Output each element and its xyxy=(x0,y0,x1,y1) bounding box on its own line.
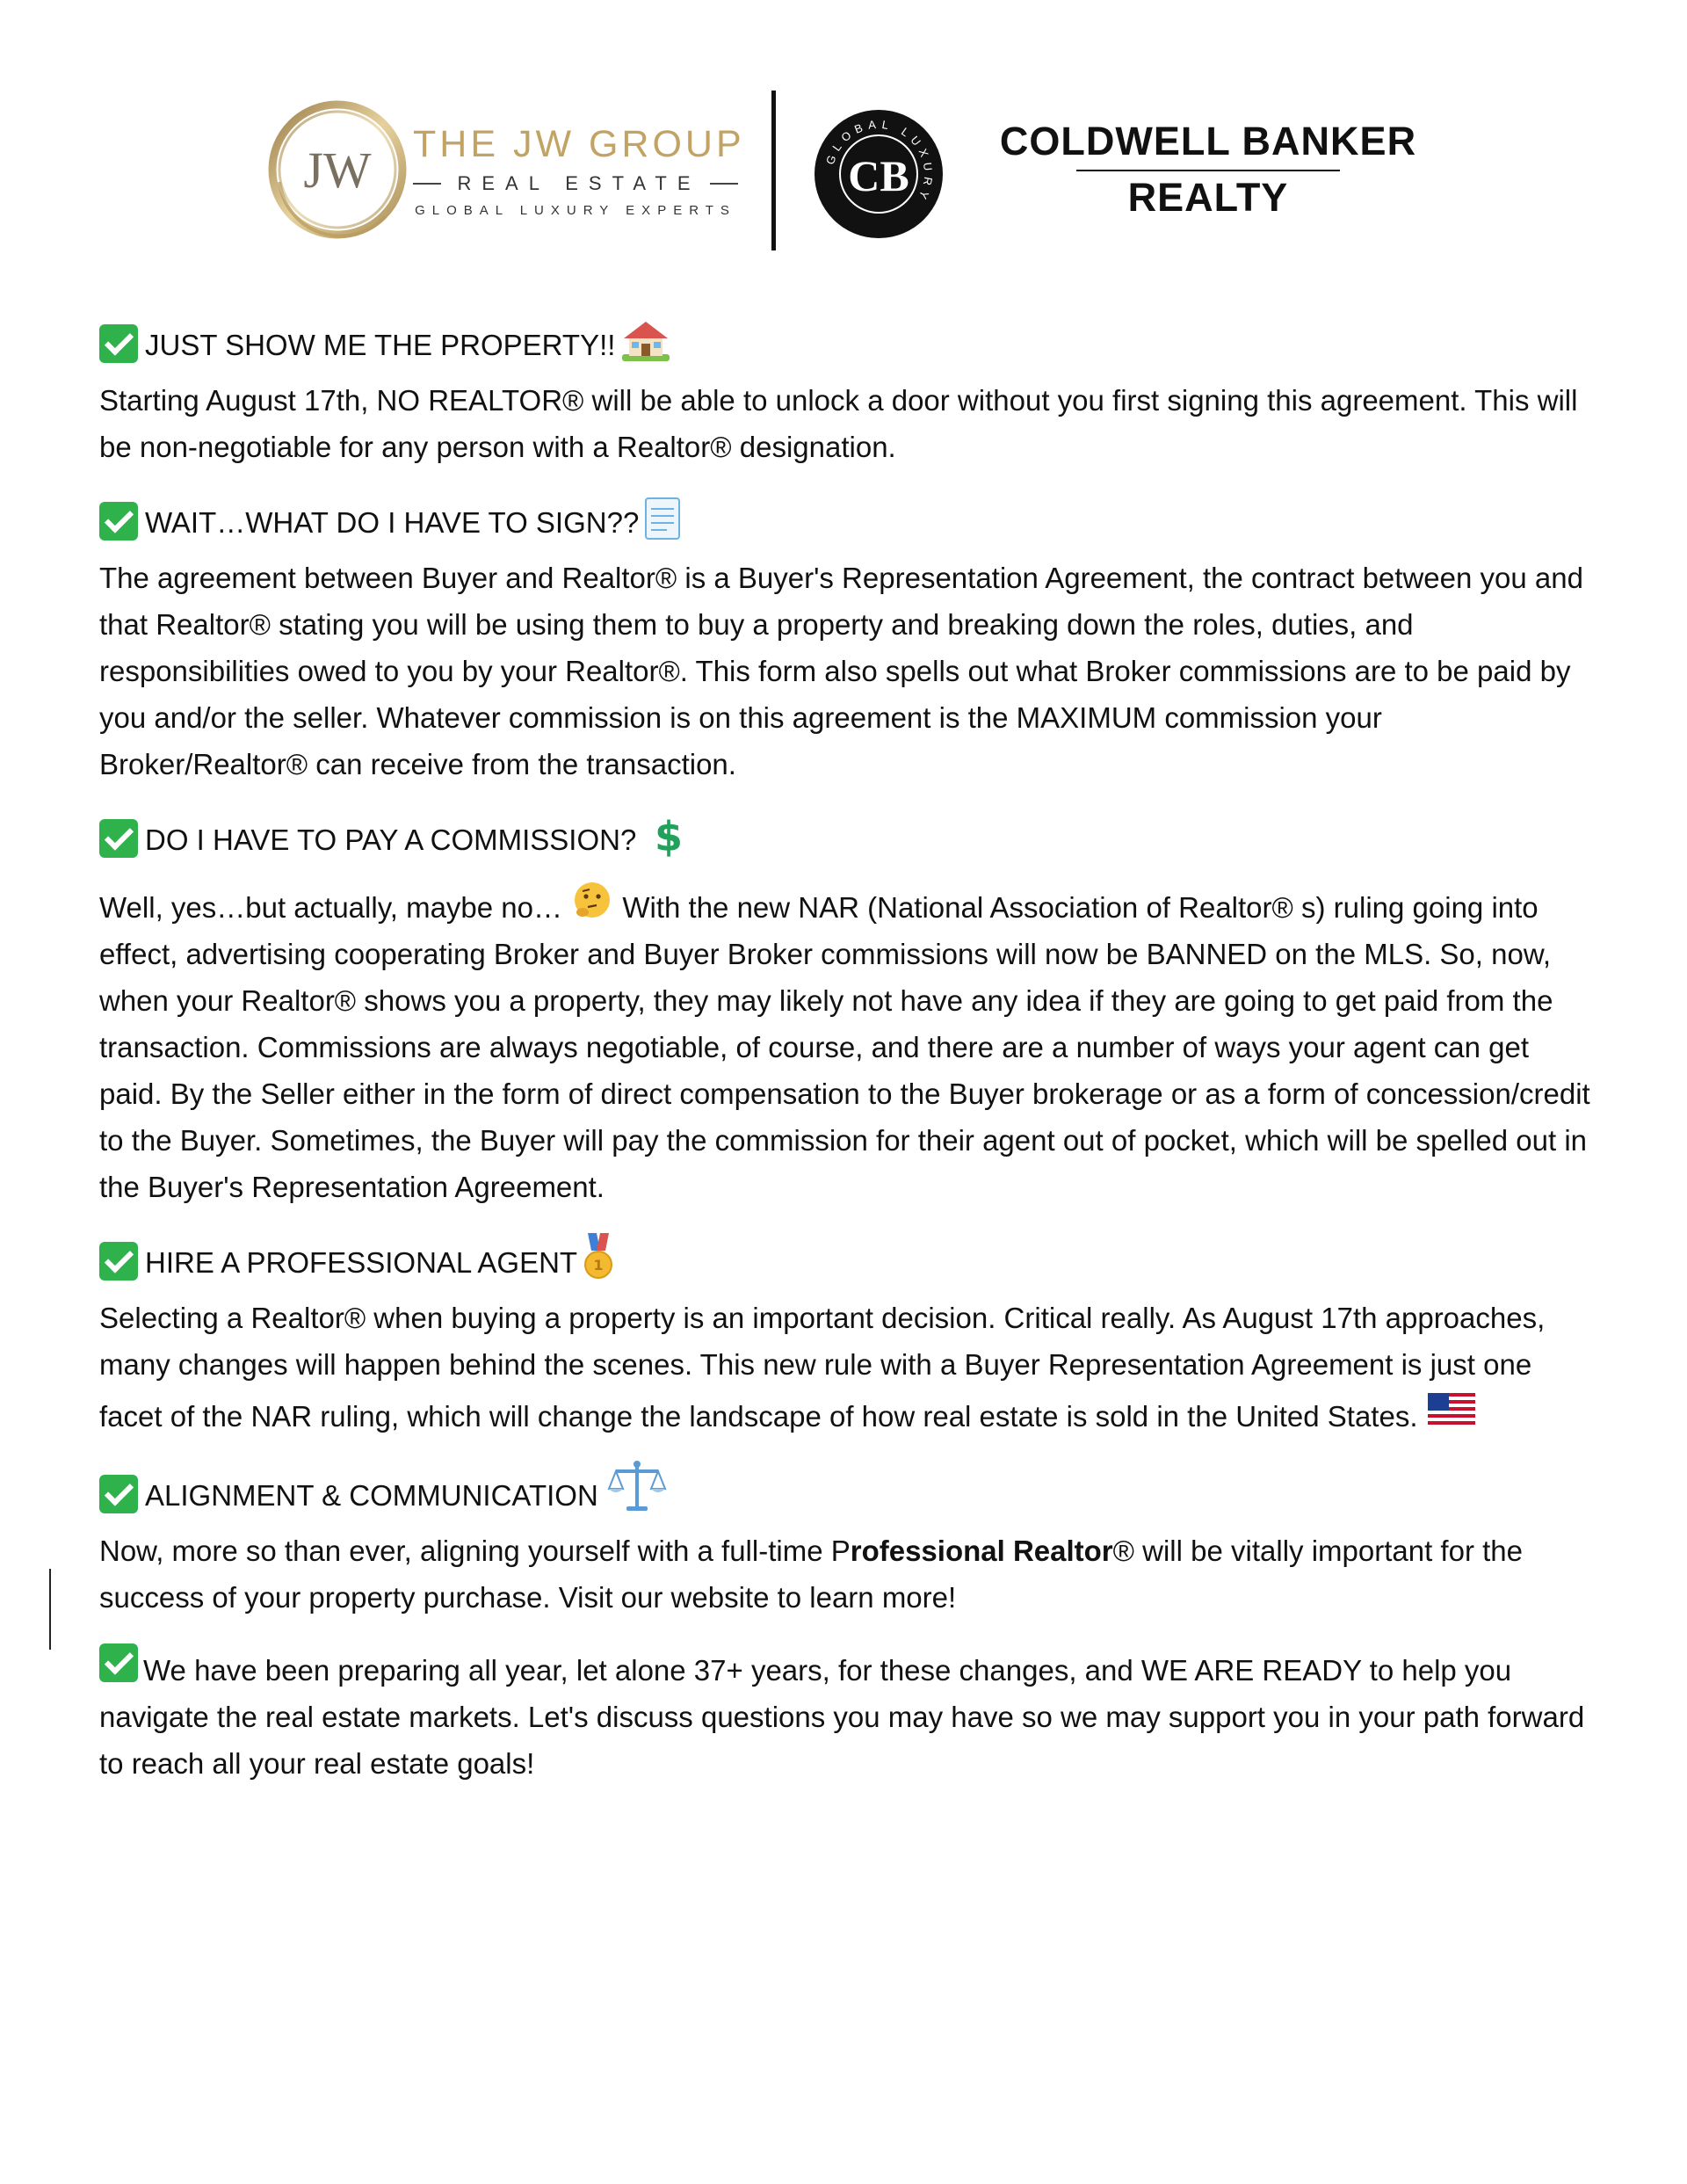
section-body: Starting August 17th, NO REALTOR® will be able to unlock a door without you first signing this agreement. This will be non-negotiable for any person with a Realtor® designation. xyxy=(99,384,1578,463)
check-mark-icon xyxy=(99,1643,138,1682)
section-heading: HIRE A PROFESSIONAL AGENT 1 xyxy=(99,1230,1593,1281)
section-heading: ALIGNMENT & COMMUNICATION xyxy=(99,1459,1593,1513)
coldwell-banker-wordmark xyxy=(980,119,1437,221)
check-mark-icon xyxy=(99,324,138,363)
flag-icon xyxy=(1426,1388,1477,1428)
coldwell-banker-seal-icon xyxy=(813,108,945,240)
check-mark-icon xyxy=(99,1475,138,1513)
page-icon xyxy=(642,497,683,541)
check-mark-icon xyxy=(99,1242,138,1281)
scales-icon xyxy=(607,1459,667,1513)
svg-text:GLOBAL LUXURY: GLOBAL LUXURY xyxy=(823,117,936,207)
closing-paragraph: We have been preparing all year, let alone 37+ years, for these changes, and WE ARE READY to help you navigate the real estate markets. Let's discuss questions you may have so we may support you in your path forward to reach all your real estate goals! xyxy=(99,1643,1593,1787)
divider xyxy=(710,183,738,185)
text-cursor xyxy=(49,1569,51,1650)
check-mark-icon xyxy=(99,502,138,541)
section-heading: JUST SHOW ME THE PROPERTY!! xyxy=(99,312,1593,363)
medal-icon xyxy=(581,1233,616,1281)
house-icon xyxy=(619,319,673,363)
section-body: The agreement between Buyer and Realtor® is a Buyer's Representation Agreement, the contract between you and that Realtor® stating you will be using them to buy a property and breaking down the roles, duties, and responsibilities owed to you by your Realtor®. This form also spells out what Broker commissions are to be paid by you and/or the seller. Whatever commission is on this agreement is the MAXIMUM commission your Broker/Realtor® can receive from the transaction. xyxy=(99,562,1583,780)
dollar-icon xyxy=(647,812,691,858)
jw-tagline: GLOBAL LUXURY EXPERTS xyxy=(415,203,736,218)
cb-line2: REALTY xyxy=(1127,174,1289,220)
svg-text:$: $ xyxy=(655,813,684,858)
section-body: Selecting a Realtor® when buying a property is an important decision. Critical really. As August 17th approaches, many changes will happen behind the scenes. This new rule with a Buyer Representation Agreement is just one facet of the NAR ruling, which will change the landscape of how real estate is sold in the United States. xyxy=(99,1302,1546,1433)
divider xyxy=(1076,170,1340,171)
jw-title: THE JW GROUP xyxy=(413,123,745,165)
svg-text:CB: CB xyxy=(848,151,909,200)
section-body: Now, more so than ever, aligning yourself with a full-time Professional Realtor® will be vitally important for the success of your property purchase. Visit our website to learn more! xyxy=(99,1535,1523,1614)
svg-text:1: 1 xyxy=(593,1257,604,1273)
cb-line1: COLDWELL BANKER xyxy=(999,119,1417,163)
section-heading: DO I HAVE TO PAY A COMMISSION? $ xyxy=(99,807,1593,858)
jw-group-logo-mark xyxy=(262,94,413,245)
thinking-face-icon xyxy=(570,881,614,921)
section-body: Well, yes…but actually, maybe no… With the new NAR (National Association of Realtor® s) ruling going into effect, advertising cooperating Broker and Buyer Broker commissions will now be BANNED on the MLS. So, now, when your Realtor® shows you a property, they may likely not have any idea if they are going to get paid from the transaction. Commissions are always negotiable, of course, and there are a number of ways your agent can get paid. By the Seller either in the form of direct compensation to the Buyer brokerage or as a form of concession/credit to the Buyer. Sometimes, the Buyer will pay the commission for their agent out of pocket, which will be spelled out in the Buyer's Representation Agreement. xyxy=(99,881,1593,1210)
logo-divider xyxy=(771,91,776,250)
article-body xyxy=(99,312,1593,1787)
divider xyxy=(413,183,441,185)
bold-text: rofessional Realtor xyxy=(850,1535,1113,1567)
jw-subtitle: REAL ESTATE xyxy=(457,172,701,194)
svg-text:JW: JW xyxy=(303,141,372,199)
header-logos xyxy=(0,83,1687,259)
check-mark-icon xyxy=(99,819,138,858)
section-heading: WAIT…WHAT DO I HAVE TO SIGN?? xyxy=(99,490,1593,541)
jw-group-wordmark xyxy=(413,123,745,218)
